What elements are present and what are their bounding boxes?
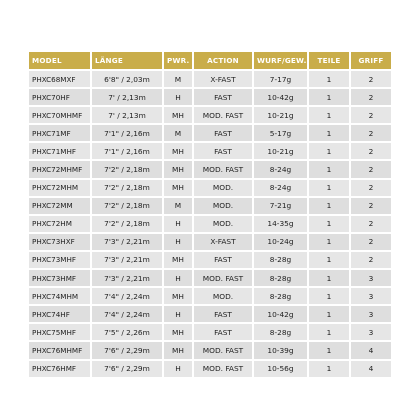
cell-length: 7'5" / 2,26m	[92, 324, 162, 340]
cell-length: 7'4" / 2,24m	[92, 306, 162, 322]
cell-action: MOD. FAST	[194, 107, 252, 123]
cell-handle: 2	[351, 234, 391, 250]
cell-power: MH	[164, 161, 192, 177]
cell-action: MOD. FAST	[194, 161, 252, 177]
header-length: LÄNGE	[92, 52, 162, 69]
table-row	[29, 89, 391, 105]
table-header-row	[29, 52, 391, 69]
cell-sections: 1	[309, 198, 349, 214]
cell-model: PHXC72MM	[29, 198, 90, 214]
cell-handle: 2	[351, 161, 391, 177]
cell-length: 7'1" / 2,16m	[92, 143, 162, 159]
table-row	[29, 71, 391, 87]
cell-casting-weight: 8-28g	[254, 324, 307, 340]
cell-casting-weight: 8-28g	[254, 252, 307, 268]
table-row	[29, 234, 391, 250]
table-row	[29, 143, 391, 159]
cell-action: FAST	[194, 324, 252, 340]
cell-action: MOD.	[194, 288, 252, 304]
cell-handle: 4	[351, 342, 391, 358]
cell-power: MH	[164, 180, 192, 196]
cell-sections: 1	[309, 252, 349, 268]
cell-casting-weight: 10-24g	[254, 234, 307, 250]
cell-casting-weight: 7-21g	[254, 198, 307, 214]
cell-sections: 1	[309, 342, 349, 358]
cell-power: H	[164, 361, 192, 377]
spec-table-container	[29, 50, 389, 379]
cell-model: PHXC71MHF	[29, 143, 90, 159]
table-row	[29, 216, 391, 232]
table-row	[29, 270, 391, 286]
cell-casting-weight: 10-56g	[254, 361, 307, 377]
table-row	[29, 252, 391, 268]
cell-sections: 1	[309, 71, 349, 87]
cell-handle: 2	[351, 107, 391, 123]
cell-casting-weight: 10-42g	[254, 306, 307, 322]
cell-handle: 2	[351, 252, 391, 268]
cell-action: MOD. FAST	[194, 361, 252, 377]
cell-action: FAST	[194, 125, 252, 141]
cell-length: 7'2" / 2,18m	[92, 161, 162, 177]
cell-handle: 3	[351, 324, 391, 340]
table-row	[29, 107, 391, 123]
cell-power: M	[164, 125, 192, 141]
cell-length: 7'3" / 2,21m	[92, 252, 162, 268]
cell-handle: 4	[351, 361, 391, 377]
cell-sections: 1	[309, 107, 349, 123]
cell-model: PHXC76HMF	[29, 361, 90, 377]
cell-length: 7' / 2,13m	[92, 89, 162, 105]
cell-casting-weight: 5-17g	[254, 125, 307, 141]
header-handle: GRIFF	[351, 52, 391, 69]
cell-action: X-FAST	[194, 71, 252, 87]
table-body	[29, 71, 391, 377]
cell-handle: 2	[351, 143, 391, 159]
cell-power: MH	[164, 324, 192, 340]
cell-power: H	[164, 216, 192, 232]
cell-model: PHXC75MHF	[29, 324, 90, 340]
cell-model: PHXC73MHF	[29, 252, 90, 268]
cell-model: PHXC73HMF	[29, 270, 90, 286]
cell-action: FAST	[194, 252, 252, 268]
cell-casting-weight: 8-24g	[254, 180, 307, 196]
cell-handle: 2	[351, 89, 391, 105]
cell-length: 7' / 2,13m	[92, 107, 162, 123]
header-model: MODEL	[29, 52, 90, 69]
cell-sections: 1	[309, 216, 349, 232]
cell-handle: 3	[351, 270, 391, 286]
cell-power: H	[164, 89, 192, 105]
cell-power: H	[164, 306, 192, 322]
cell-action: FAST	[194, 143, 252, 159]
cell-sections: 1	[309, 89, 349, 105]
cell-handle: 2	[351, 71, 391, 87]
cell-model: PHXC71MF	[29, 125, 90, 141]
cell-handle: 2	[351, 216, 391, 232]
cell-length: 7'3" / 2,21m	[92, 234, 162, 250]
cell-action: FAST	[194, 89, 252, 105]
cell-sections: 1	[309, 125, 349, 141]
cell-power: MH	[164, 143, 192, 159]
cell-casting-weight: 7-17g	[254, 71, 307, 87]
table-row	[29, 125, 391, 141]
cell-length: 7'6" / 2,29m	[92, 361, 162, 377]
cell-action: MOD.	[194, 216, 252, 232]
cell-action: X-FAST	[194, 234, 252, 250]
cell-length: 7'2" / 2,18m	[92, 180, 162, 196]
cell-length: 7'3" / 2,21m	[92, 270, 162, 286]
cell-model: PHXC70HF	[29, 89, 90, 105]
cell-model: PHXC76MHMF	[29, 342, 90, 358]
header-action: ACTION	[194, 52, 252, 69]
cell-model: PHXC72MHMF	[29, 161, 90, 177]
table-row	[29, 161, 391, 177]
cell-sections: 1	[309, 324, 349, 340]
cell-casting-weight: 8-28g	[254, 270, 307, 286]
table-row	[29, 306, 391, 322]
table-row	[29, 180, 391, 196]
cell-model: PHXC72HM	[29, 216, 90, 232]
cell-casting-weight: 8-24g	[254, 161, 307, 177]
table-row	[29, 288, 391, 304]
cell-sections: 1	[309, 161, 349, 177]
header-power: PWR.	[164, 52, 192, 69]
cell-length: 7'6" / 2,29m	[92, 342, 162, 358]
cell-sections: 1	[309, 234, 349, 250]
cell-sections: 1	[309, 180, 349, 196]
cell-sections: 1	[309, 288, 349, 304]
cell-power: MH	[164, 288, 192, 304]
cell-action: MOD.	[194, 180, 252, 196]
cell-model: PHXC72MHM	[29, 180, 90, 196]
table-row	[29, 342, 391, 358]
cell-handle: 3	[351, 306, 391, 322]
cell-handle: 3	[351, 288, 391, 304]
cell-model: PHXC73HXF	[29, 234, 90, 250]
cell-power: H	[164, 270, 192, 286]
cell-action: MOD. FAST	[194, 270, 252, 286]
table-row	[29, 324, 391, 340]
cell-power: M	[164, 71, 192, 87]
cell-model: PHXC74HF	[29, 306, 90, 322]
cell-casting-weight: 10-42g	[254, 89, 307, 105]
cell-sections: 1	[309, 306, 349, 322]
cell-power: MH	[164, 342, 192, 358]
cell-model: PHXC70MHMF	[29, 107, 90, 123]
cell-handle: 2	[351, 180, 391, 196]
cell-handle: 2	[351, 125, 391, 141]
table-row	[29, 198, 391, 214]
cell-action: FAST	[194, 306, 252, 322]
cell-power: H	[164, 234, 192, 250]
cell-model: PHXC74MHM	[29, 288, 90, 304]
cell-length: 6'8" / 2,03m	[92, 71, 162, 87]
cell-casting-weight: 10-21g	[254, 143, 307, 159]
cell-length: 7'4" / 2,24m	[92, 288, 162, 304]
cell-casting-weight: 10-39g	[254, 342, 307, 358]
cell-casting-weight: 8-28g	[254, 288, 307, 304]
cell-action: MOD. FAST	[194, 342, 252, 358]
cell-length: 7'1" / 2,16m	[92, 125, 162, 141]
cell-power: MH	[164, 252, 192, 268]
header-sections: TEILE	[309, 52, 349, 69]
cell-casting-weight: 10-21g	[254, 107, 307, 123]
cell-casting-weight: 14-35g	[254, 216, 307, 232]
table-row	[29, 361, 391, 377]
cell-action: MOD.	[194, 198, 252, 214]
cell-sections: 1	[309, 143, 349, 159]
cell-power: MH	[164, 107, 192, 123]
cell-sections: 1	[309, 270, 349, 286]
cell-power: M	[164, 198, 192, 214]
spec-table	[27, 50, 393, 379]
cell-sections: 1	[309, 361, 349, 377]
cell-model: PHXC68MXF	[29, 71, 90, 87]
cell-length: 7'2" / 2,18m	[92, 216, 162, 232]
cell-handle: 2	[351, 198, 391, 214]
cell-length: 7'2" / 2,18m	[92, 198, 162, 214]
header-casting-weight: WURF/GEW.	[254, 52, 307, 69]
